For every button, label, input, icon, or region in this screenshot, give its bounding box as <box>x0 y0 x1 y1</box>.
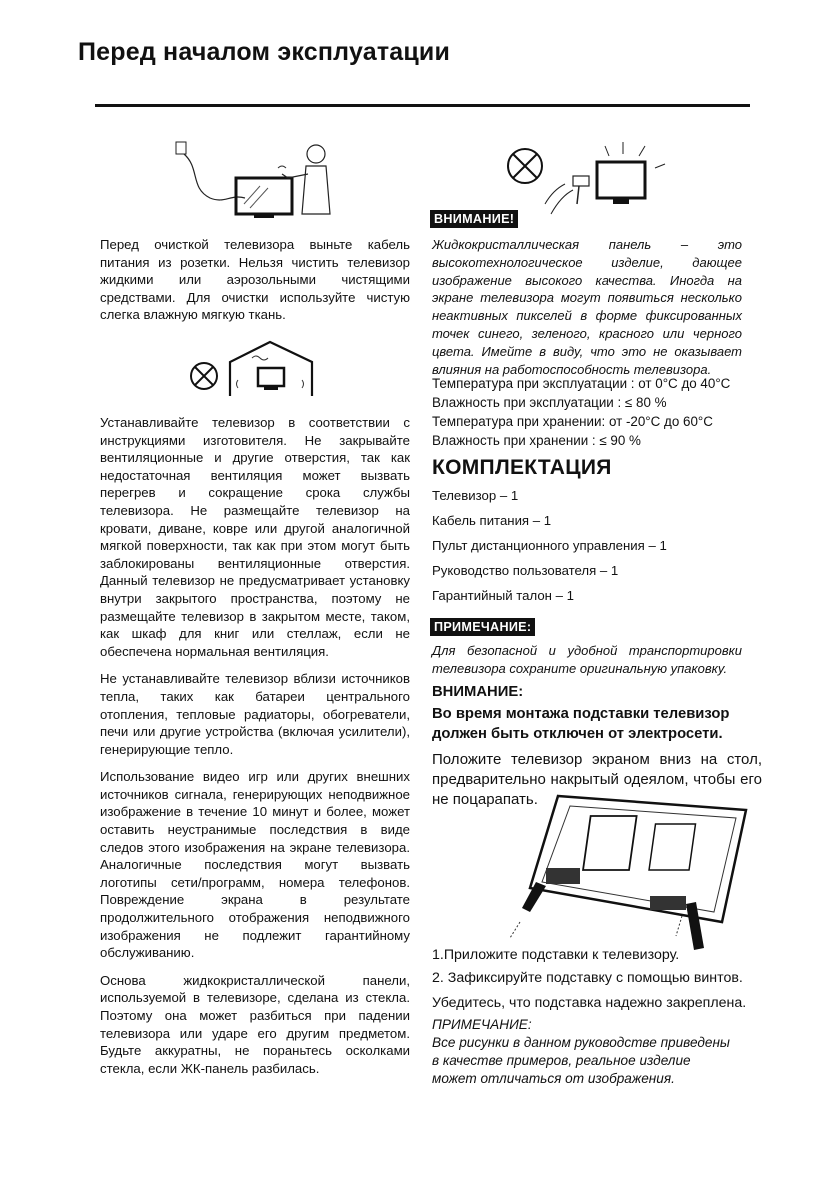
spec-line: Влажность при хранении : ≤ 90 % <box>432 433 641 448</box>
kit-item: Пульт дистанционного управления – 1 <box>432 538 667 553</box>
ventilation-illustration <box>188 340 328 402</box>
step-2: 2. Зафиксируйте подставку с помощью винтов. <box>432 970 743 986</box>
warning-badge: ВНИМАНИЕ! <box>430 210 518 228</box>
left-column-lower <box>100 414 410 1087</box>
heat-sources-paragraph: Не устанавливайте телевизор вблизи источников тепла, таких как батареи центрального отопления, тепловые радиаторы, обогреватели, печи или другие устройства (включая усилители), генерирующие тепло. <box>100 671 410 757</box>
lcd-pixel-note: Жидкокристаллическая панель – это высокотехнологическое изделие, дающее изображение высокого качества. Иногда на экране телевизора могут появиться несколько неактивных пикселей в форме фиксированных точек синего, зеленого, красного или черного цвета. Имейте в виду, что это не оказывает влияния на работоспособность телевизора. <box>432 237 742 377</box>
kit-item: Телевизор – 1 <box>432 488 519 503</box>
spec-line: Температура при хранении: от -20°C до 60°C <box>432 414 713 429</box>
step-1: 1.Приложите подставки к телевизору. <box>432 947 680 963</box>
spec-line: Температура при эксплуатации : от 0°C до 40°C <box>432 376 731 391</box>
kit-heading: КОМПЛЕКТАЦИЯ <box>432 456 612 479</box>
page-title: Перед началом эксплуатации <box>78 38 451 66</box>
attention-text: Во время монтажа подставки телевизор <box>432 706 730 722</box>
static-image-paragraph: Использование видео игр или других внешних источников сигнала, генерирующих неподвижное изображение в течение 10 минут и более, может оставить неустранимые последствия в виде следов этого изображения на экране телевизора. Аналогичные последствия могут вызвать логотипы сети/программ, номера телефонов. Повреждение экрана в результате продолжительного отображения неподвижного изображения не подлежит гарантийному обслуживанию. <box>100 769 410 961</box>
end-note-title: ПРИМЕЧАНИЕ: <box>432 1017 532 1032</box>
placement-instruction: Положите телевизор экраном вниз на стол, предварительно накрытый одеялом, чтобы его не поцарапать. <box>432 751 762 808</box>
cleaning-paragraph: Перед очисткой телевизора выньте кабель питания из розетки. Нельзя чистить телевизор жидкими или аэрозольными чистящими средствами. Для очистки используйте чистую слегка влажную мягкую ткань. <box>100 237 410 323</box>
kit-item: Руководство пользователя – 1 <box>432 563 619 578</box>
impact-warning-illustration <box>505 142 675 224</box>
left-column <box>100 236 410 334</box>
title-divider <box>95 104 750 107</box>
stand-mounting-illustration <box>510 792 760 956</box>
kit-item: Гарантийный талон – 1 <box>432 588 574 603</box>
operating-specs <box>432 374 730 450</box>
step-3: Убедитесь, что подставка надежно закреплена. <box>432 995 747 1011</box>
transport-note: Для безопасной и удобной транспортировки телевизора сохраните оригинальную упаковку. <box>432 643 742 676</box>
kit-item: Кабель питания – 1 <box>432 513 552 528</box>
note-badge: ПРИМЕЧАНИЕ: <box>430 618 535 636</box>
spec-line: Влажность при эксплуатации : ≤ 80 % <box>432 395 667 410</box>
end-note-text: Все рисунки в данном руководстве приведены в качестве примеров, реальное изделие может отличаться от изображения. <box>432 1035 730 1086</box>
cleaning-illustration <box>170 138 340 220</box>
attention-title: ВНИМАНИЕ: <box>432 684 524 700</box>
installation-paragraph: Устанавливайте телевизор в соответствии с инструкциями изготовителя. Не закрывайте вентиляционные и другие отверстия, так как недостаточная вентиляция может вызвать перегрев и сокращение срока службы телевизора. Не размещайте телевизор на кровати, диване, ковре или другой аналогичной мягкой поверхности, так как при этом могут быть заблокированы вентиляционные отверстия. Данный телевизор не предусматривает установку внутри закрытого пространства, поэтому не размещайте телевизор в закрытом месте, таком, как шкаф для книг или стеллаж, если не обеспечена нормальная вентиляция. <box>100 415 410 659</box>
attention-text: должен быть отключен от электросети. <box>432 726 723 742</box>
glass-panel-paragraph: Основа жидкокристаллической панели, используемой в телевизоре, сделана из стекла. Поэтому она может разбиться при падении телевизора или удаpe его другим предметом. Будьте аккуратны, не пораньтесь осколками стекла, если ЖК-панель разбилась. <box>100 972 410 1076</box>
